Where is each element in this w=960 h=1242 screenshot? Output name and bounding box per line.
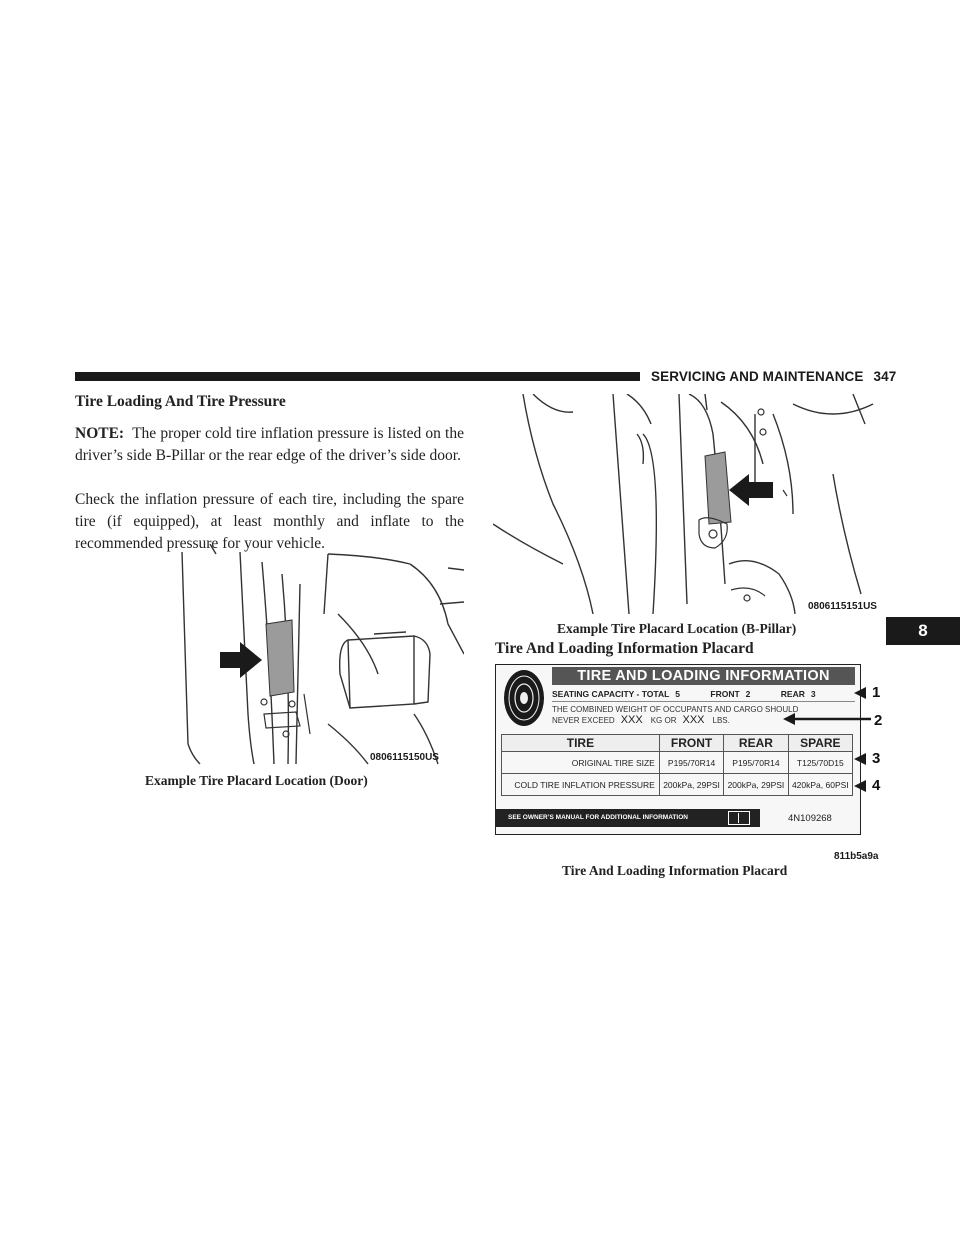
col-header-tire: TIRE xyxy=(502,735,660,752)
door-placard-figure xyxy=(178,544,464,766)
note-text: The proper cold tire inflation pressure is listed on the driver’s side B-Pillar or the rear edge of the driver’s side door. xyxy=(75,425,464,464)
running-header xyxy=(651,369,896,384)
placard-part-number: 4N109268 xyxy=(788,813,832,824)
seating-total: 5 xyxy=(675,689,681,699)
header-bar xyxy=(75,372,640,381)
weight-line-1: THE COMBINED WEIGHT OF OCCUPANTS AND CARGO SHOULD xyxy=(552,705,799,714)
row-label-tire-size: ORIGINAL TIRE SIZE xyxy=(502,752,660,774)
check-paragraph: Check the inflation pressure of each tire, including the spare tire (if equipped), at least monthly and inflate to the recommended pressure for your vehicle. xyxy=(75,491,464,552)
row-label-pressure: COLD TIRE INFLATION PRESSURE xyxy=(502,774,660,796)
callout-2: 2 xyxy=(874,712,883,729)
callout-arrow-1 xyxy=(854,687,866,699)
tire-pressure-table xyxy=(501,734,853,796)
lbs-label: LBS. xyxy=(712,716,730,725)
book-icon xyxy=(728,811,750,825)
bpillar-figure-code: 0806115151US xyxy=(808,601,877,612)
rear-seat-value: 3 xyxy=(810,689,816,699)
door-figure-caption: Example Tire Placard Location (Door) xyxy=(145,773,368,788)
spare-tire-size: T125/70D15 xyxy=(788,752,852,774)
placard-figure-code: 811b5a9a xyxy=(834,851,879,862)
weight-line-2 xyxy=(552,715,798,726)
col-header-front: FRONT xyxy=(659,735,723,752)
door-illustration xyxy=(178,544,464,766)
tire-icon xyxy=(499,667,549,729)
bpillar-illustration xyxy=(493,394,883,614)
spare-pressure: 420kPa, 60PSI xyxy=(788,774,852,796)
owners-manual-note: SEE OWNER’S MANUAL FOR ADDITIONAL INFORMATION xyxy=(496,809,760,827)
tire-loading-placard xyxy=(495,664,861,835)
front-pressure: 200kPa, 29PSI xyxy=(659,774,723,796)
weight-lbs-value: XXX xyxy=(682,714,705,726)
placard-figure-caption: Tire And Loading Information Placard xyxy=(562,863,788,878)
note-paragraph xyxy=(75,423,464,467)
combined-weight-text xyxy=(552,704,798,726)
callout-4: 4 xyxy=(872,777,881,794)
weight-kg-value: XXX xyxy=(620,714,643,726)
page-number: 347 xyxy=(873,369,897,384)
kg-or-label: KG OR xyxy=(650,716,677,725)
seating-label: SEATING CAPACITY - TOTAL xyxy=(552,689,670,699)
bpillar-figure-caption: Example Tire Placard Location (B-Pillar) xyxy=(557,621,797,636)
col-header-spare: SPARE xyxy=(788,735,852,752)
chapter-tab: 8 xyxy=(886,617,960,645)
seating-capacity-row xyxy=(552,687,855,702)
placard-section-heading: Tire And Loading Information Placard xyxy=(495,640,754,657)
callout-arrow-3 xyxy=(854,753,866,765)
rear-tire-size: P195/70R14 xyxy=(724,752,788,774)
never-exceed-label: NEVER EXCEED xyxy=(552,716,615,725)
callout-arrow-4 xyxy=(854,780,866,792)
placard-title: TIRE AND LOADING INFORMATION xyxy=(552,667,855,685)
section-heading: Tire Loading And Tire Pressure xyxy=(75,393,286,410)
door-figure-code: 0806115150US xyxy=(370,752,439,763)
table-row xyxy=(502,752,853,774)
front-seat-label: FRONT xyxy=(710,689,740,699)
front-seat-value: 2 xyxy=(745,689,751,699)
callout-3: 3 xyxy=(872,750,881,767)
callout-arrow-2 xyxy=(783,712,873,726)
section-title: SERVICING AND MAINTENANCE xyxy=(651,369,864,384)
callout-1: 1 xyxy=(872,684,881,701)
rear-pressure: 200kPa, 29PSI xyxy=(724,774,788,796)
rear-seat-label: REAR xyxy=(780,689,805,699)
table-header-row xyxy=(502,735,853,752)
front-tire-size: P195/70R14 xyxy=(659,752,723,774)
note-label: NOTE: xyxy=(75,425,125,442)
table-row xyxy=(502,774,853,796)
bpillar-placard-figure xyxy=(493,394,883,614)
col-header-rear: REAR xyxy=(724,735,788,752)
